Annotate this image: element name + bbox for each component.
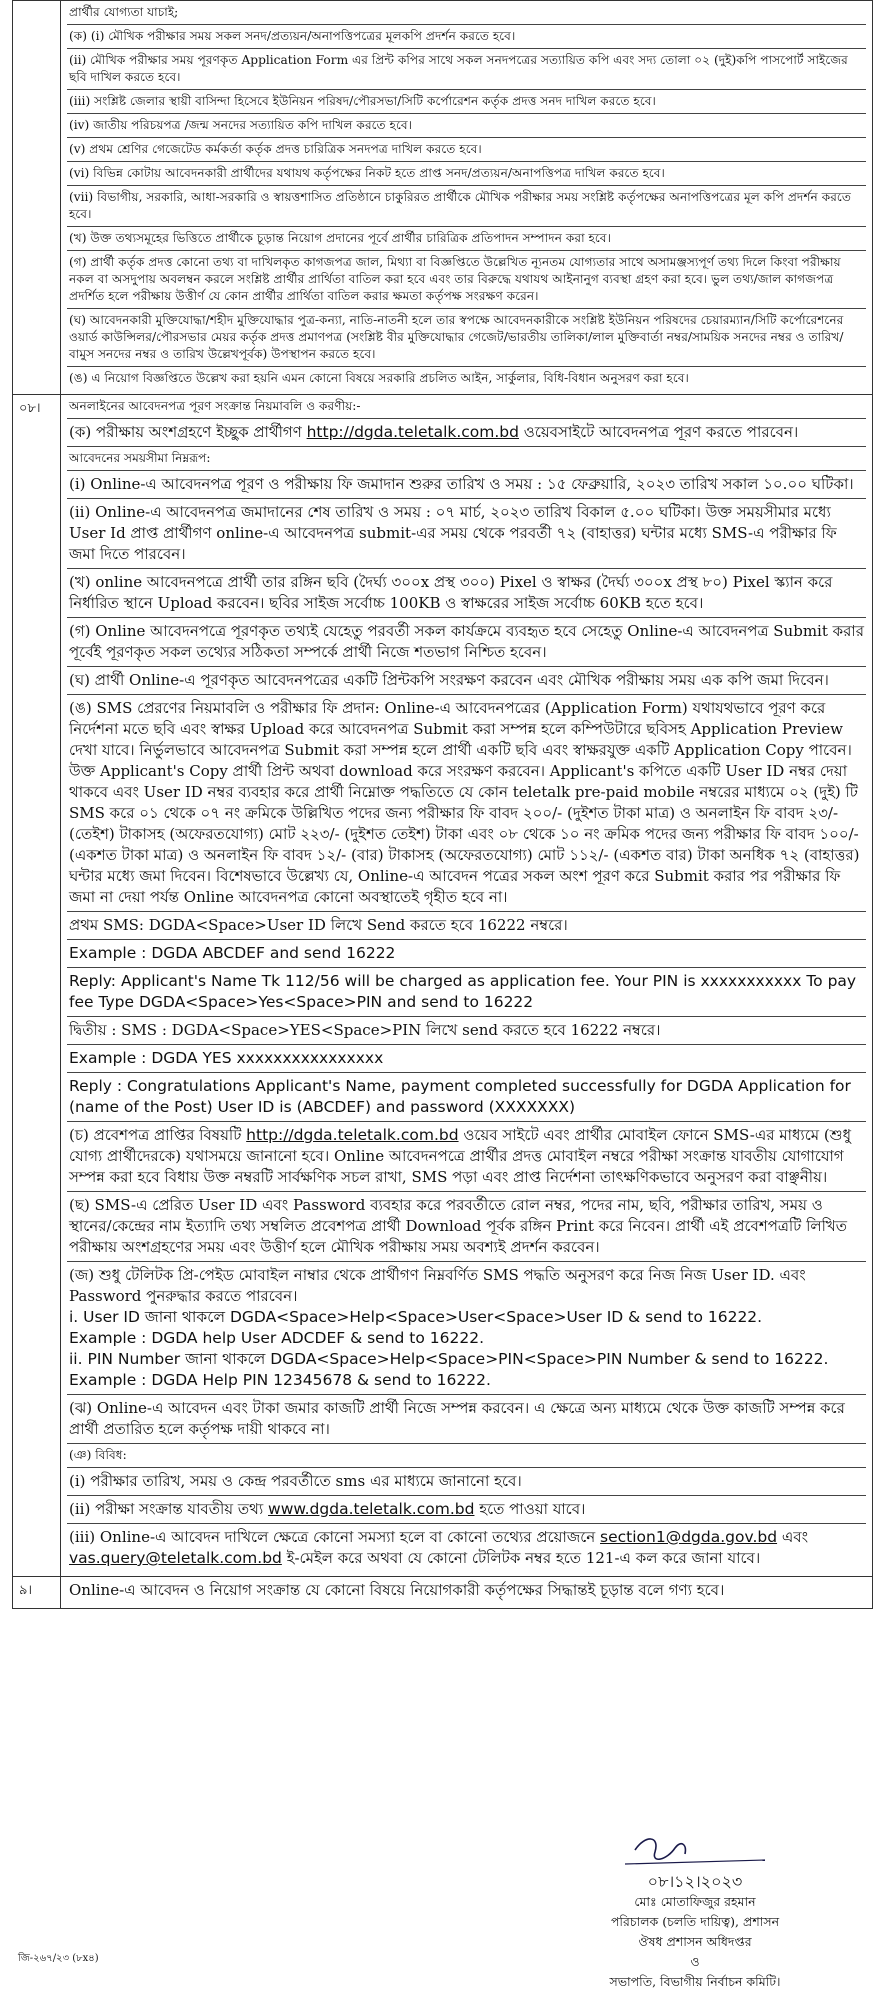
row-number-empty bbox=[13, 1, 61, 395]
misc-heading: (ঞ) বিবিধ: bbox=[67, 1444, 866, 1468]
row-09 bbox=[13, 1577, 873, 1609]
row-eligibility bbox=[13, 1, 873, 395]
eligibility-item: (ঙ) এ নিয়োগ বিজ্ঞপ্তিতে উল্লেখ করা হয়নি এমন কোনো বিষয়ে সরকারি প্রচলিত আইন, সার্কুলার, বিধি-বিধান অনুসরণ করা হবে। bbox=[69, 371, 689, 385]
signatory-conj: ও bbox=[690, 1954, 700, 1969]
rule-jha: (ঝ) Online-এ আবেদন এবং টাকা জমার কাজটি প্রার্থী নিজে সম্পন্ন করবেন। এ ক্ষেত্রে অন্য মাধ্যমে থেকে উক্ত কাজটি সম্পন্ন করে প্রার্থী প্রতারিত হলে কর্তৃপক্ষ দায়ী থাকবে না। bbox=[67, 1395, 866, 1444]
eligibility-item: (খ) উক্ত তথ্যসমূহের ভিত্তিতে প্রার্থীকে চূড়ান্ত নিয়োগ প্রদানের পূর্বে প্রার্থীর চারিত্রিক প্রতিপাদন সম্পাদন করা হবে। bbox=[67, 227, 866, 251]
sms-first-example: Example : DGDA ABCDEF and send 16222 bbox=[67, 940, 866, 968]
online-rules-body bbox=[61, 395, 873, 1577]
rule-cha-post: ওয়েব সাইটে এবং প্রার্থীর মোবাইল ফোনে SMS-এর মাধ্যমে (শুধু যোগ্য প্রার্থীদেরকে) যথাসময়ে জানানো হবে। Online আবেদনপত্রে প্রার্থীর প্রদত্ত মোবাইল নম্বরে পরীক্ষা সংক্রান্ত যাবতীয় যোগাযোগ সম্পন্ন করা হবে বিধায় উক্ত নম্বরটি সার্বক্ষণিক সচল রাখা, SMS পড়া এবং প্রাপ্ত নির্দেশনা তাৎক্ষণিকভাবে অনুসরণ করা বাঞ্ছনীয়। bbox=[69, 1126, 851, 1186]
notice-table bbox=[12, 0, 873, 1609]
timeline-heading: আবেদনের সময়সীমা নিম্নরূপ: bbox=[67, 447, 866, 471]
signature-date: ০৮।১২।২০২৩ bbox=[647, 1872, 743, 1891]
timeline-start: (i) Online-এ আবেদনপত্র পূরণ ও পরীক্ষায় ফি জমাদান শুরুর তারিখ ও সময় : ১৫ ফেব্রুয়ারি, ২০২৩ তারিখ সকাল ১০.০০ ঘটিকা। bbox=[67, 471, 866, 499]
teletalk-link[interactable]: http://dgda.teletalk.com.bd bbox=[306, 423, 519, 441]
teletalk-email-link[interactable]: vas.query@teletalk.com.bd bbox=[69, 1549, 282, 1567]
signatory-title: পরিচালক (চলতি দায়িত্ব), প্রশাসন bbox=[610, 1914, 780, 1929]
rule-cha-pre: (চ) প্রবেশপত্র প্রাপ্তির বিষয়টি bbox=[69, 1126, 242, 1144]
dgda-email-link[interactable]: section1@dgda.gov.bd bbox=[600, 1528, 778, 1546]
signatory-office: ঔষধ প্রশাসন অধিদপ্তর bbox=[638, 1934, 752, 1949]
rule-ka-pre: (ক) পরীক্ষায় অংশগ্রহণে ইচ্ছুক প্রার্থীগণ bbox=[69, 423, 302, 441]
eligibility-item: (v) প্রথম শ্রেণির গেজেটেড কর্মকর্তা কর্তৃক প্রদত্ত চারিত্রিক সনদপত্র দাখিল করতে হবে। bbox=[67, 138, 866, 162]
sms-first-reply: Reply: Applicant's Name Tk 112/56 will be charged as application fee. Your PIN is xxxxxxxxxxx To pay fee Type DGDA<Space>Yes<Space>PIN and send to 16222 bbox=[67, 968, 866, 1017]
eligibility-body bbox=[61, 1, 873, 395]
misc-ii bbox=[67, 1496, 866, 1524]
misc-iii-pre: (iii) Online-এ আবেদন দাখিলে ক্ষেত্রে কোনো সমস্যা হলে বা কোনো তথ্যের প্রয়োজনে bbox=[69, 1528, 596, 1546]
eligibility-item: (vi) বিভিন্ন কোটায় আবেদনকারী প্রার্থীদের যথাযথ কর্তৃপক্ষের নিকট হতে প্রাপ্ত সনদ/প্রত্যয়ন/অনাপত্তিপত্র দাখিল করতে হবে। bbox=[67, 162, 866, 186]
eligibility-item: (iii) সংশ্লিষ্ট জেলার স্থায়ী বাসিন্দা হিসেবে ইউনিয়ন পরিষদ/পৌরসভা/সিটি কর্পোরেশন কর্তৃক প্রদত্ত সনদ দাখিল করতে হবে। bbox=[67, 90, 866, 114]
dgda-teletalk-link[interactable]: www.dgda.teletalk.com.bd bbox=[268, 1500, 475, 1518]
misc-i: (i) পরীক্ষার তারিখ, সময় ও কেন্দ্র পরবর্তীতে sms এর মাধ্যমে জানানো হবে। bbox=[67, 1468, 866, 1496]
eligibility-item: (iv) জাতীয় পরিচয়পত্র /জন্ম সনদের সত্যায়িত কপি দাখিল করতে হবে। bbox=[67, 114, 866, 138]
eligibility-item: (ক) (i) মৌখিক পরীক্ষার সময় সকল সনদ/প্রত্যয়ন/অনাপত্তিপত্রের মূলকপি প্রদর্শন করতে হবে। bbox=[67, 25, 866, 49]
rule-ja-text: (জ) শুধু টেলিটক প্রি-পেইড মোবাইল নাম্বার থেকে প্রার্থীগণ নিম্নবর্ণিত SMS পদ্ধতি অনুসরণ করে নিজ নিজ User ID. এবং Password পুনরুদ্ধার করতে পারবেন। bbox=[69, 1266, 806, 1305]
signatory-name: মোঃ মোতাফিজুর রহমান bbox=[634, 1894, 756, 1909]
rule-ka-post: ওয়েবসাইটে আবেদনপত্র পূরণ করতে পারবেন। bbox=[523, 423, 799, 441]
footer-code: জি-২৬৭/২৩ (৮x৪) bbox=[18, 1953, 99, 1964]
signature-block bbox=[570, 1830, 820, 1992]
misc-ii-post: হতে পাওয়া যাবে। bbox=[479, 1500, 586, 1518]
ja-pin: ii. PIN Number জানা থাকলে DGDA<Space>Help<Space>PIN<Space>PIN Number & send to 16222. bbox=[69, 1350, 829, 1368]
misc-iii bbox=[67, 1524, 866, 1572]
eligibility-heading: প্রার্থীর যোগ্যতা যাচাই; bbox=[67, 1, 866, 25]
ja-user-id: i. User ID জানা থাকলে DGDA<Space>Help<Space>User<Space>User ID & send to 16222. bbox=[69, 1308, 763, 1326]
rule-ja bbox=[67, 1262, 866, 1395]
rule-ka bbox=[67, 419, 866, 447]
final-decision-body bbox=[61, 1577, 873, 1609]
sms-second: দ্বিতীয় : SMS : DGDA<Space>YES<Space>PIN লিখে send করতে হবে 16222 নম্বরে। bbox=[67, 1017, 866, 1045]
eligibility-item: (ঘ) আবেদনকারী মুক্তিযোদ্ধা/শহীদ মুক্তিযোদ্ধার পুত্র-কন্যা, নাতি-নাতনী হলে তার স্বপক্ষে আবেদনকারীকে সংশ্লিষ্ট ইউনিয়ন পরিষদের চেয়ারম্যান/সিটি কর্পোরেশনের ওয়ার্ড কাউন্সিলর/পৌরসভার মেয়র কর্তৃক প্রদত্ত প্রমাণপত্র (সংশ্লিষ্ট বীর মুক্তিযোদ্ধার গেজেট/ভারতীয় তালিকা/লাল মুক্তিবার্তা নম্বর/সাময়িক সনদের নম্বর ও তারিখ/বামুস সনদের নম্বর ও তারিখ উল্লেখপূর্বক) উপস্থাপন করতে হবে। bbox=[67, 309, 866, 367]
misc-ii-pre: (ii) পরীক্ষা সংক্রান্ত যাবতীয় তথ্য bbox=[69, 1500, 264, 1518]
rule-gha: (ঘ) প্রার্থী Online-এ পূরণকৃত আবেদনপত্রের একটি প্রিন্টকপি সংরক্ষণ করবেন এবং মৌখিক পরীক্ষায় সময় এক কপি জমা দিবেন। bbox=[67, 667, 866, 695]
sms-first: প্রথম SMS: DGDA<Space>User ID লিখে Send করতে হবে 16222 নম্বরে। bbox=[67, 912, 866, 940]
misc-iii-mid: এবং bbox=[781, 1528, 809, 1546]
ja-user-id-example: Example : DGDA help User ADCDEF & send to 16222. bbox=[69, 1329, 485, 1347]
rule-uma: (ঙ) SMS প্রেরণের নিয়মাবলি ও পরীক্ষার ফি প্রদান: Online-এ আবেদনপত্রের (Application Form) যথাযথভাবে পূরণ করে নির্দেশনা মতে ছবি এবং স্বাক্ষর Upload করে আবেদনপত্র Submit করা সম্পন্ন হলে কম্পিউটারে ছবিসহ Application Preview দেখা যাবে। নির্ভুলভাবে আবেদনপত্র Submit করা সম্পন্ন হলে প্রার্থী একটি ছবি এবং স্বাক্ষরযুক্ত একটি Application Copy পাবেন। উক্ত Applicant's Copy প্রার্থী প্রিন্ট অথবা download করে সংরক্ষণ করবেন। Applicant's কপিতে একটি User ID নম্বর দেয়া থাকবে এবং User ID নম্বর ব্যবহার করে প্রার্থী নিম্নোক্ত পদ্ধতিতে যে কোন teletalk pre-paid mobile নম্বরের মাধ্যমে ০২ (দুই) টি SMS করে ০১ থেকে ০৭ নং ক্রমিকে উল্লিখিত পদের জন্য পরীক্ষার ফি বাবদ ২০০/- (দুইশত টাকা মাত্র) ও অনলাইন ফি বাবদ ২৩/- (তেইশ) টাকাসহ (অফেরতযোগ্য) মোট ২২৩/- (দুইশত তেইশ) টাকা এবং ০৮ থেকে ১০ নং ক্রমিক পদের জন্য পরীক্ষার ফি বাবদ ১০০/- (একশত টাকা মাত্র) ও অনলাইন ফি বাবদ ১২/- (বার) টাকাসহ (অফেরতযোগ্য) মোট ১১২/- (একশত বার) টাকা অনধিক ৭২ (বাহাত্তর) ঘন্টার মধ্যে জমা দিবেন। বিশেষভাবে উল্লেখ্য যে, Online-এ আবেদন পত্রের সকল অংশ পূরণ করে Submit করার পর পরীক্ষার ফি জমা না দেয়া পর্যন্ত Online আবেদনপত্র কোনো অবস্থাতেই গৃহীত হবে না। bbox=[67, 695, 866, 912]
eligibility-item: (ii) মৌখিক পরীক্ষার সময় পূরণকৃত Application Form এর প্রিন্ট কপির সাথে সকল সনদপত্রের সত্যায়িত কপি এবং সদ্য তোলা ০২ (দুই)কপি পাসপোর্ট সাইজের ছবি দাখিল করতে হবে। bbox=[67, 49, 866, 90]
sms-second-example: Example : DGDA YES xxxxxxxxxxxxxxxx bbox=[67, 1045, 866, 1073]
eligibility-item: (গ) প্রার্থী কর্তৃক প্রদত্ত কোনো তথ্য বা দাখিলকৃত কাগজপত্র জাল, মিথ্যা বা বিজ্ঞপ্তিতে উল্লেখিত ন্যূনতম যোগ্যতার সাথে অসামঞ্জস্যপূর্ণ তথ্য দিলে কিংবা পরীক্ষায় নকল বা অসদুপায় অবলম্বন করলে সংশ্লিষ্ট প্রার্থীর প্রার্থিতা বাতিল করা হবে এবং তার বিরুদ্ধে যথাযথ আইনানুগ ব্যবস্থা গ্রহণ করা হবে। ভুল তথ্য/জাল কাগজপত্র প্রদর্শিত হলে পরীক্ষায় উত্তীর্ণ যে কোন প্রার্থীর প্রার্থিতা বাতিল করার ক্ষমতা কর্তৃপক্ষ সংরক্ষণ করেন। bbox=[67, 251, 866, 309]
rule-chha: (ছ) SMS-এ প্রেরিত User ID এবং Password ব্যবহার করে পরবর্তীতে রোল নম্বর, পদের নাম, ছবি, পরীক্ষার তারিখ, সময় ও স্থানের/কেন্দ্রের নাম ইত্যাদি তথ্য সম্বলিত প্রবেশপত্র প্রার্থী Download পূর্বক রঙ্গিন Print করে নিবেন। প্রার্থী এই প্রবেশপত্রটি লিখিত পরীক্ষায় অংশগ্রহণের সময় এবং উত্তীর্ণ হলে মৌখিক পরীক্ষায় সময় অবশ্যই প্রদর্শন করবেন। bbox=[67, 1192, 866, 1262]
row-number: ০৮। bbox=[13, 395, 61, 1577]
row-number: ৯। bbox=[13, 1577, 61, 1609]
rules-heading: অনলাইনের আবেদনপত্র পূরণ সংক্রান্ত নিয়মাবলি ও করণীয়:- bbox=[67, 395, 866, 419]
rule-kha: (খ) online আবেদনপত্রে প্রার্থী তার রঙ্গিন ছবি (দৈর্ঘ্য ৩০০x প্রস্থ ৩০০) Pixel ও স্বাক্ষর (দৈর্ঘ্য ৩০০x প্রস্থ ৮০) Pixel স্ক্যান করে নির্ধারিত স্থানে Upload করবেন। ছবির সাইজ সর্বোচ্চ 100KB ও স্বাক্ষরের সাইজ সর্বোচ্চ 60KB হতে হবে। bbox=[67, 569, 866, 618]
signature-scribble-icon bbox=[615, 1830, 775, 1872]
timeline-end: (ii) Online-এ আবেদনপত্র জমাদানের শেষ তারিখ ও সময় : ০৭ মার্চ, ২০২৩ তারিখ বিকাল ৫.০০ ঘটিকা। উক্ত সময়সীমার মধ্যে User Id প্রাপ্ত প্রার্থীগণ online-এ আবেদনপত্র submit-এর সময় থেকে পরবর্তী ৭২ (বাহাত্তর) ঘন্টার মধ্যে SMS-এ পরীক্ষার ফি জমা দিতে পারবেন। bbox=[67, 499, 866, 569]
eligibility-item: (vii) বিভাগীয়, সরকারি, আধা-সরকারি ও স্বায়ত্তশাসিত প্রতিষ্ঠানে চাকুরিরত প্রার্থীকে মৌখিক পরীক্ষার সময় সংশ্লিষ্ট কর্তৃপক্ষের অনাপত্তিপত্রের মূল কপি প্রদর্শন করতে হবে। bbox=[67, 186, 866, 227]
row-08 bbox=[13, 395, 873, 1577]
sms-second-reply: Reply : Congratulations Applicant's Name, payment completed successfully for DGDA Application for (name of the Post) User ID is (ABCDEF) and password (XXXXXXX) bbox=[67, 1073, 866, 1122]
teletalk-link[interactable]: http://dgda.teletalk.com.bd bbox=[246, 1126, 459, 1144]
misc-iii-post: ই-মেইল করে অথবা যে কোনো টেলিটক নম্বর হতে 121-এ কল করে জানা যাবে। bbox=[286, 1549, 761, 1567]
handwritten-signature bbox=[570, 1830, 820, 1872]
signatory-committee: সভাপতি, বিভাগীয় নির্বাচন কমিটি। bbox=[609, 1974, 781, 1989]
rule-ga: (গ) Online আবেদনপত্রে পূরণকৃত তথ্যই যেহেতু পরবর্তী সকল কার্যক্রমে ব্যবহৃত হবে সেহেতু Online-এ আবেদনপত্র Submit করার পূর্বেই পূরণকৃত সকল তথ্যের সঠিকতা সম্পর্কে প্রার্থী নিজে শতভাগ নিশ্চিত হবেন। bbox=[67, 618, 866, 667]
rule-cha bbox=[67, 1122, 866, 1192]
final-decision-text: Online-এ আবেদন ও নিয়োগ সংক্রান্ত যে কোনো বিষয়ে নিয়োগকারী কর্তৃপক্ষের সিদ্ধান্তই চূড়ান্ত বলে গণ্য হবে। bbox=[69, 1581, 725, 1599]
ja-pin-example: Example : DGDA Help PIN 12345678 & send to 16222. bbox=[69, 1371, 491, 1389]
